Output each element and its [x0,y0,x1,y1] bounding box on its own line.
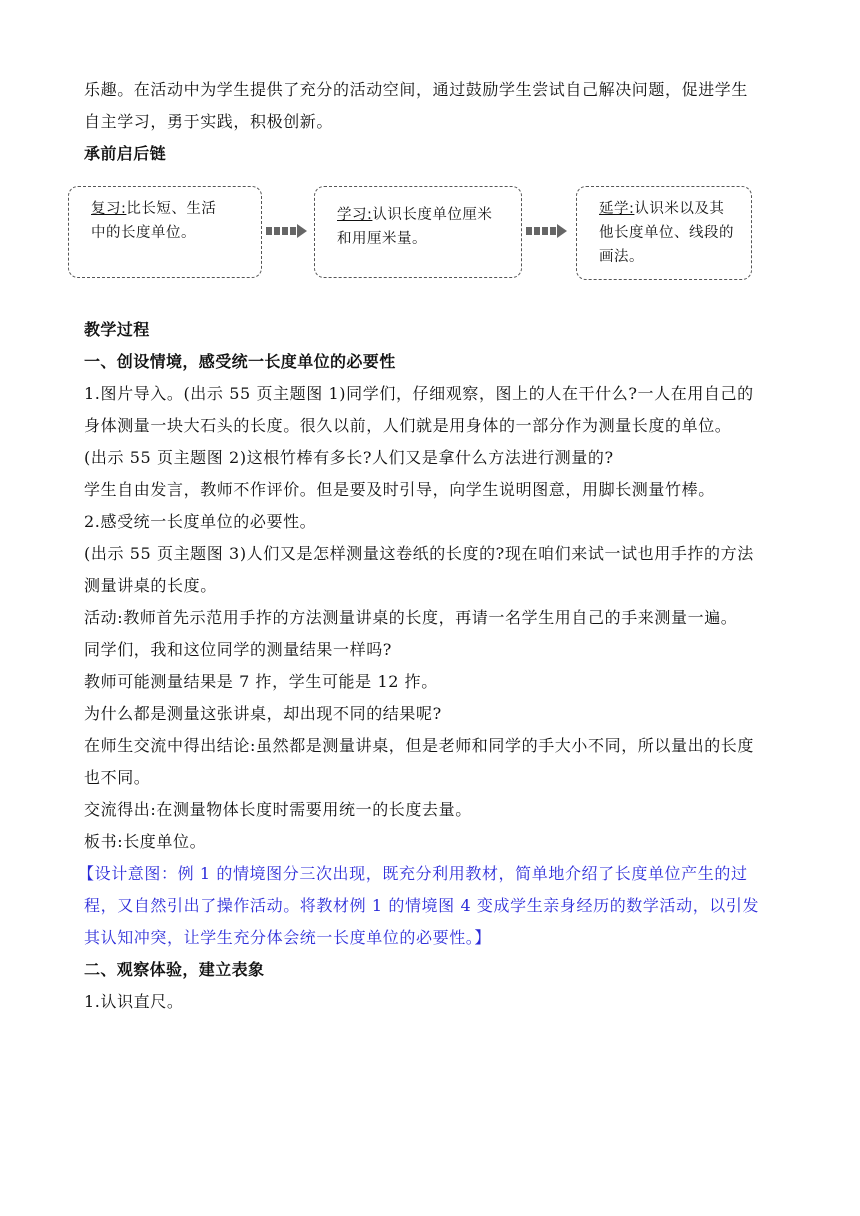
body-line: 1.认识直尺。 [84,992,184,1011]
right-arrow-icon [266,224,308,238]
intro-line: 乐趣。在活动中为学生提供了充分的活动空间，通过鼓励学生尝试自己解决问题，促进学生 [84,80,749,99]
intro-line: 自主学习，勇于实践，积极创新。 [84,112,334,131]
learn-text: 认识长度单位厘米 [372,207,493,223]
review-text: 比长短、生活 [126,201,217,217]
section1-heading: 一、创设情境，感受统一长度单位的必要性 [84,352,396,371]
design-intent-line: 程，又自然引出了操作活动。将教材例 1 的情境图 4 变成学生亲身经历的数学活动，以引发 [84,896,760,915]
right-arrow-icon [526,224,568,238]
document-page [84,74,784,170]
learn-text: 和用厘米量。 [337,231,427,247]
body-line: 为什么都是测量这张讲桌，却出现不同的结果呢? [84,704,442,723]
extend-box [576,186,752,280]
extend-text: 认识米以及其 [634,201,725,217]
review-text: 中的长度单位。 [91,225,196,241]
extend-text: 他长度单位、线段的 [599,225,734,241]
body-line: 测量讲桌的长度。 [84,576,217,595]
body-line: 活动:教师首先示范用手拃的方法测量讲桌的长度，再请一名学生用自己的手来测量一遍。 [84,608,738,627]
connection-flow-diagram [68,186,758,282]
body-line: 1.图片导入。(出示 55 页主题图 1)同学们，仔细观察，图上的人在干什么?一人在用自己的 [84,384,754,403]
body-line: 学生自由发言，教师不作评价。但是要及时引导，向学生说明图意，用脚长测量竹棒。 [84,480,715,499]
body-line: 同学们，我和这位同学的测量结果一样吗? [84,640,392,659]
review-label: 复习: [91,201,127,217]
body-line: 板书:长度单位。 [84,832,207,851]
extend-label: 延学: [599,201,635,217]
learn-label: 学习: [337,207,373,223]
teaching-process [78,314,784,1018]
process-heading: 教学过程 [84,320,150,339]
review-box [68,186,262,278]
body-line: 也不同。 [84,768,151,787]
body-line: 2.感受统一长度单位的必要性。 [84,512,317,531]
body-line: 在师生交流中得出结论:虽然都是测量讲桌，但是老师和同学的手大小不同，所以量出的长度 [84,736,754,755]
section2-heading: 二、观察体验，建立表象 [84,960,265,979]
body-line: 身体测量一块大石头的长度。很久以前，人们就是用身体的一部分作为测量长度的单位。 [84,416,732,435]
body-line: (出示 55 页主题图 2)这根竹棒有多长?人们又是拿什么方法进行测量的? [84,448,614,467]
body-line: 交流得出:在测量物体长度时需要用统一的长度去量。 [84,800,472,819]
connection-heading: 承前启后链 [84,144,167,163]
design-intent-line: 其认知冲突，让学生充分体会统一长度单位的必要性。】 [84,928,492,947]
body-line: (出示 55 页主题图 3)人们又是怎样测量这卷纸的长度的?现在咱们来试一试也用手拃的方法 [84,544,754,563]
design-intent-line: 【设计意图：例 1 的情境图分三次出现，既充分利用教材，简单地介绍了长度单位产生的过 [78,864,748,883]
body-line: 教师可能测量结果是 7 拃，学生可能是 12 拃。 [84,672,438,691]
learn-box [314,186,522,278]
extend-text: 画法。 [599,249,644,265]
